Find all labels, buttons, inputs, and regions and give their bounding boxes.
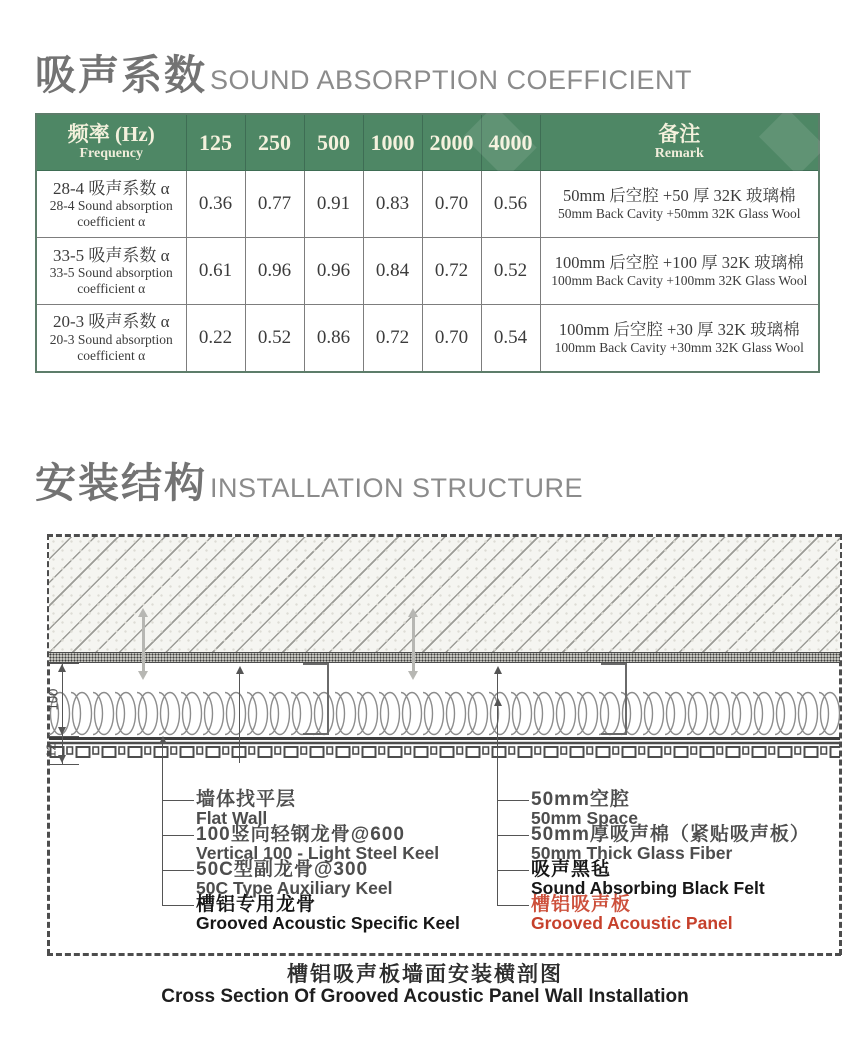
row-remark-en: 100mm Back Cavity +100mm 32K Glass Wool (551, 272, 808, 288)
label-zh: 吸声黑毡 (531, 859, 612, 880)
anchor-arrow-icon (138, 671, 148, 680)
label-en: 50mm Thick Glass Fiber (531, 843, 733, 863)
absorption-coefficient-table (35, 113, 820, 373)
row-remark (540, 238, 819, 305)
dimension-line (62, 663, 63, 764)
label-glass-fiber (531, 826, 810, 861)
row-remark-zh: 100mm 后空腔 +100 厚 32K 玻璃棉 (554, 253, 804, 272)
coefficient-cell: 0.61 (186, 238, 245, 305)
header-remark-en: Remark (654, 145, 704, 161)
label-zh: 槽铝吸声板 (531, 894, 632, 915)
label-zh: 50mm空腔 (531, 789, 630, 810)
header-remark (540, 114, 819, 171)
row-remark (540, 171, 819, 238)
anchor-arrow-icon (408, 671, 418, 680)
dimension-arrow-icon (58, 755, 66, 763)
leveling-layer (49, 652, 840, 663)
coefficient-cell: 0.77 (245, 171, 304, 238)
coefficient-cell: 0.22 (186, 305, 245, 372)
callout-tick-line (497, 800, 529, 801)
black-felt-layer (49, 737, 840, 740)
coefficient-cell: 0.84 (363, 238, 422, 305)
label-grooved-acoustic-panel (531, 896, 733, 931)
coefficient-cell: 0.52 (245, 305, 304, 372)
header-freq-125: 125 (186, 114, 245, 171)
frame-bottom-dashed-line (47, 953, 841, 956)
coefficient-cell: 0.72 (422, 238, 481, 305)
cavity-depth-dimension: 100 (45, 688, 61, 711)
coefficient-cell: 0.96 (304, 238, 363, 305)
row-remark-zh: 50mm 后空腔 +50 厚 32K 玻璃棉 (562, 186, 796, 205)
dimension-arrow-icon (58, 664, 66, 672)
table-header-row (36, 114, 819, 171)
row-label-zh: 33-5 吸声系数 α (52, 245, 170, 265)
callout-tick-line (497, 905, 529, 906)
installation-cross-section-diagram (45, 530, 845, 962)
coefficient-cell: 0.54 (481, 305, 540, 372)
diagram-caption-zh: 槽铝吸声板墙面安装横剖图 (287, 963, 563, 986)
left-callout-trunk-line (162, 743, 163, 905)
panel-thickness-dimension: 12 (43, 743, 59, 758)
header-frequency-zh: 频率 (Hz) (67, 121, 155, 146)
glass-wool-layer (49, 690, 840, 737)
coefficient-cell: 0.91 (304, 171, 363, 238)
callout-tick-line (162, 870, 194, 871)
coefficient-cell: 0.83 (363, 171, 422, 238)
callout-tick-line (497, 870, 529, 871)
label-light-steel-keel (196, 826, 439, 861)
label-en: Grooved Acoustic Specific Keel (196, 913, 460, 933)
label-en: 50C Type Auxiliary Keel (196, 878, 393, 898)
installation-section-title (35, 450, 583, 509)
coefficient-cell: 0.96 (245, 238, 304, 305)
diagram-caption-en: Cross Section Of Grooved Acoustic Panel Wall Installation (161, 986, 689, 1007)
anchor-arrow-icon (412, 615, 415, 673)
section-title-zh: 吸声系数 (35, 52, 207, 98)
section-title-zh: 安装结构 (35, 460, 207, 506)
header-freq-1000: 1000 (363, 114, 422, 171)
row-label-en: 28-4 Sound absorption coefficient α (49, 198, 173, 229)
row-label (36, 171, 186, 238)
header-freq-2000: 2000 (422, 114, 481, 171)
coefficient-cell: 0.52 (481, 238, 540, 305)
coefficient-cell: 0.70 (422, 305, 481, 372)
label-en: Grooved Acoustic Panel (531, 913, 733, 933)
section-title-en: INSTALLATION STRUCTURE (210, 473, 584, 503)
label-zh: 100竖向轻钢龙骨@600 (196, 824, 405, 845)
header-remark-zh: 备注 (658, 121, 701, 146)
callout-tick-line (162, 905, 194, 906)
grooved-panel-layer (49, 741, 840, 765)
coefficient-cell: 0.70 (422, 171, 481, 238)
label-grooved-specific-keel (196, 896, 460, 931)
header-frequency (36, 114, 186, 171)
row-label-zh: 28-4 吸声系数 α (52, 178, 170, 198)
coefficient-cell: 0.72 (363, 305, 422, 372)
coefficient-cell: 0.86 (304, 305, 363, 372)
label-en: Vertical 100 - Light Steel Keel (196, 843, 440, 863)
label-en: Sound Absorbing Black Felt (531, 878, 765, 898)
header-frequency-en: Frequency (79, 145, 143, 161)
callout-tick-line (162, 800, 194, 801)
keel-profile (601, 663, 627, 735)
callout-tick-line (162, 835, 194, 836)
row-label-zh: 20-3 吸声系数 α (52, 312, 170, 332)
row-label-en: 33-5 Sound absorption coefficient α (49, 265, 173, 296)
label-zh: 墙体找平层 (196, 789, 297, 810)
header-freq-250: 250 (245, 114, 304, 171)
coefficient-cell: 0.56 (481, 171, 540, 238)
row-label-en: 20-3 Sound absorption coefficient α (49, 332, 173, 363)
row-remark (540, 305, 819, 372)
row-label (36, 305, 186, 372)
dimension-arrow-icon (58, 727, 66, 735)
row-remark-en: 100mm Back Cavity +30mm 32K Glass Wool (554, 339, 804, 355)
label-en: 50mm Space (531, 808, 639, 828)
label-zh: 槽铝专用龙骨 (196, 894, 317, 915)
callout-tick-line (497, 835, 529, 836)
header-freq-500: 500 (304, 114, 363, 171)
label-flat-wall (196, 791, 296, 826)
wall-hatched-layer (49, 537, 840, 652)
table-row (36, 238, 819, 305)
coefficient-cell: 0.36 (186, 171, 245, 238)
label-en: Flat Wall (196, 808, 268, 828)
section-title-en: SOUND ABSORPTION COEFFICIENT (210, 65, 693, 95)
row-remark-en: 50mm Back Cavity +50mm 32K Glass Wool (557, 205, 801, 221)
table-row (36, 305, 819, 372)
anchor-arrow-icon (142, 615, 145, 673)
keel-profile (303, 663, 329, 735)
label-space (531, 791, 638, 826)
header-freq-4000: 4000 (481, 114, 540, 171)
row-label (36, 238, 186, 305)
label-zh: 50C型副龙骨@300 (196, 859, 369, 880)
label-zh: 50mm厚吸声棉（紧贴吸声板） (531, 824, 810, 845)
label-auxiliary-keel (196, 861, 392, 896)
callout-pointer-line (239, 673, 240, 763)
sound-absorption-section-title (35, 42, 692, 101)
table-row (36, 171, 819, 238)
label-black-felt (531, 861, 765, 896)
row-remark-zh: 100mm 后空腔 +30 厚 32K 玻璃棉 (558, 319, 800, 339)
